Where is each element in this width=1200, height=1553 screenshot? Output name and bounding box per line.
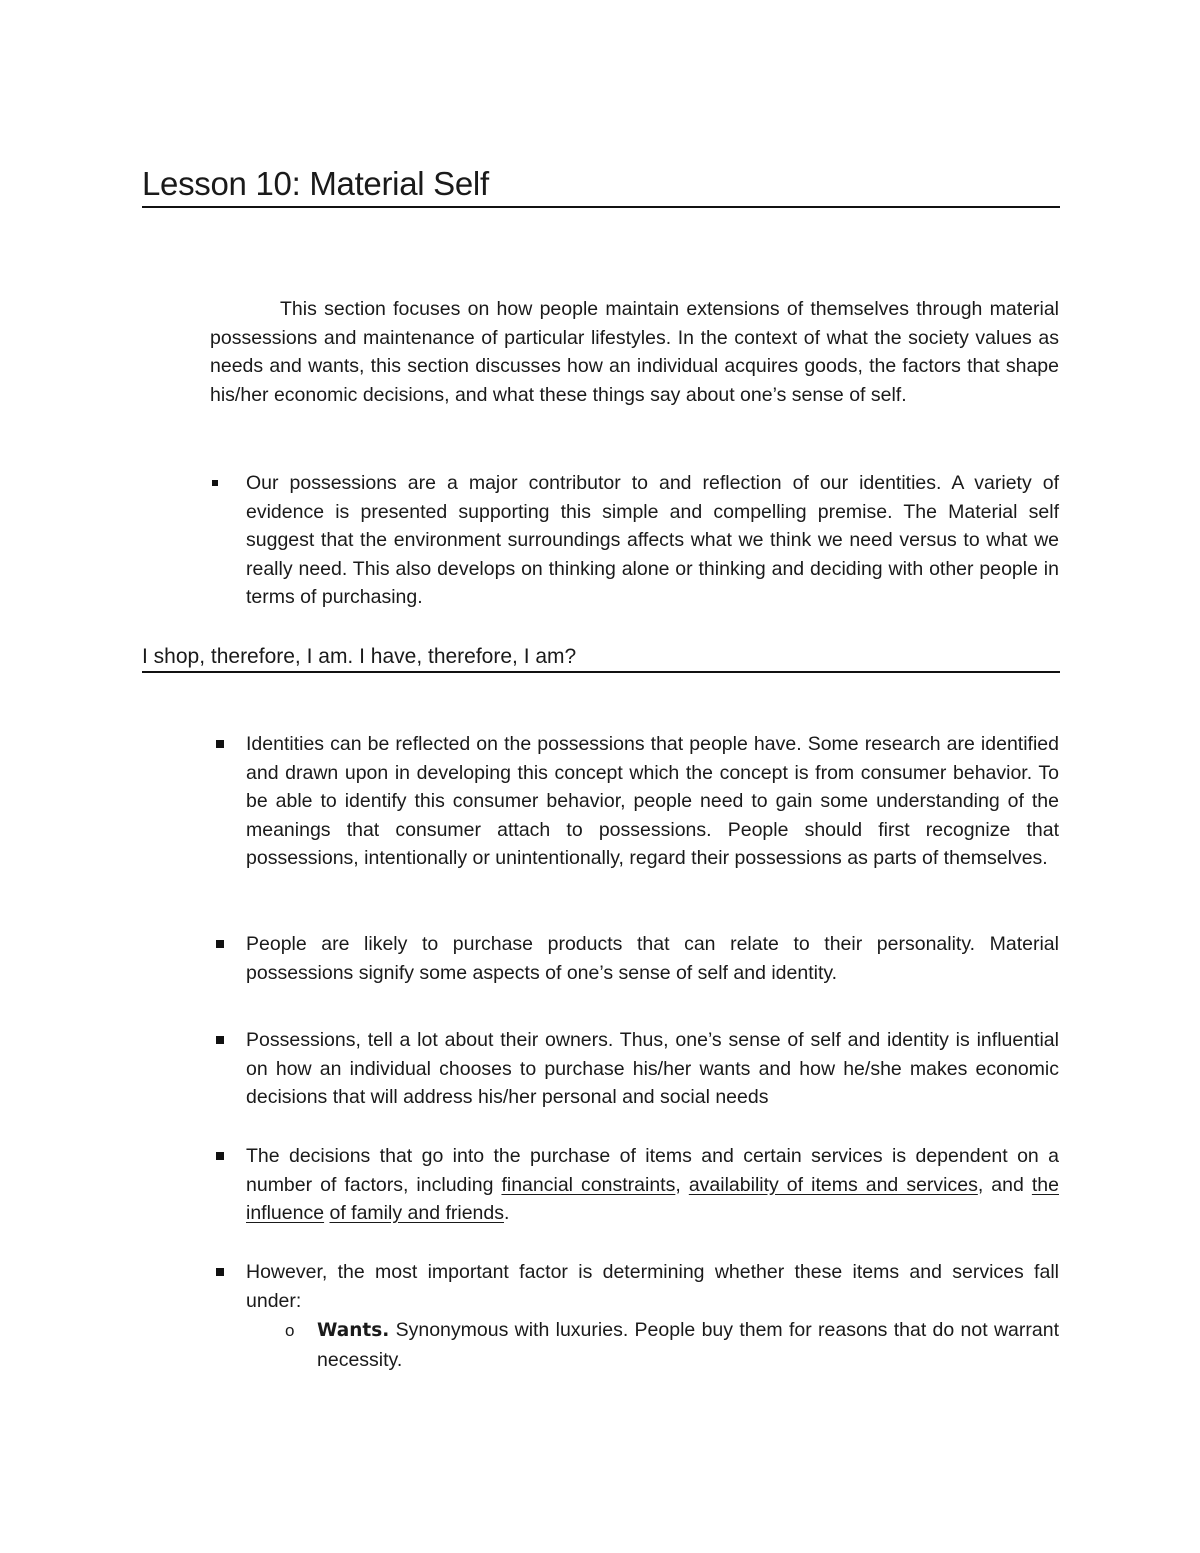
intro-bullet-text: Our possessions are a major contributor to and reflection of our identities. A variety of evidence is presented supporting this simple and compelling premise. The Material self suggest that the environment surroundings affects what we think we need versus to what we really need. This also develops on thinking alone or thinking and deciding with other people in terms of purchasing. [246, 472, 1059, 608]
square-bullet-icon [216, 740, 224, 748]
wants-definition: Synonymous with luxuries. People buy them for reasons that do not warrant necessity. [317, 1319, 1059, 1371]
influence-text: the influence [246, 1173, 1059, 1224]
separator: , and [977, 1173, 1032, 1196]
financial-constraints-text: financial constraints [501, 1173, 676, 1196]
square-bullet-icon [216, 940, 224, 948]
square-bullet-icon [216, 1268, 224, 1276]
list-item [246, 1258, 1059, 1315]
separator: , [675, 1173, 689, 1196]
square-bullet-icon [216, 1152, 224, 1160]
section-subheading: I shop, therefore, I am. I have, therefore, I am? [142, 645, 577, 668]
title-underline [142, 206, 1060, 208]
intro-paragraph: This section focuses on how people maintain extensions of themselves through material possessions and maintenance of particular lifestyles. In the context of what the society values as needs and wants, this section discusses how an individual acquires goods, the factors that shape his/her economic decisions, and what these things say about one’s sense of self. [210, 298, 1059, 406]
availability-text: availability of items and services [688, 1173, 978, 1196]
square-bullet-icon [216, 1036, 224, 1044]
list-item-text: Possessions, tell a lot about their owners. Thus, one’s sense of self and identity is influential on how an individual chooses to purchase his/her wants and how he/she makes economic decisions that will address his/her personal and social needs [246, 1029, 1059, 1108]
list-item-text: However, the most important factor is determining whether these items and services fall under: [246, 1261, 1059, 1312]
factors-lead-text: The decisions that go into the purchase of items and certain services is dependent on a number of factors, including [246, 1145, 1059, 1196]
intro-bullet-item [246, 469, 1059, 612]
list-item [246, 1026, 1059, 1112]
sub-list-item [285, 1316, 1059, 1374]
wants-term: Wants. [317, 1320, 390, 1341]
factors-list-item [246, 1142, 1059, 1228]
square-bullet-icon [212, 480, 218, 486]
family-friends-text: of family and friends [329, 1202, 504, 1224]
subheading-underline [142, 671, 1060, 673]
list-item-text: People are likely to purchase products that can relate to their personality. Material possessions signify some aspects of one’s sense of self and identity. [246, 933, 1059, 984]
list-item-text: Identities can be reflected on the possessions that people have. Some research are identified and drawn upon in developing this concept which the concept is from consumer behavior. To be able to identify this consumer behavior, people need to gain some understanding of the meanings that consumer attach to possessions. People should first recognize that possessions, intentionally or unintentionally, regard their possessions as parts of themselves. [246, 733, 1059, 869]
list-item [246, 730, 1059, 873]
circle-bullet-marker: o [285, 1321, 295, 1340]
list-item [246, 930, 1059, 987]
period: . [504, 1202, 510, 1224]
lesson-title: Lesson 10: Material Self [142, 165, 489, 202]
